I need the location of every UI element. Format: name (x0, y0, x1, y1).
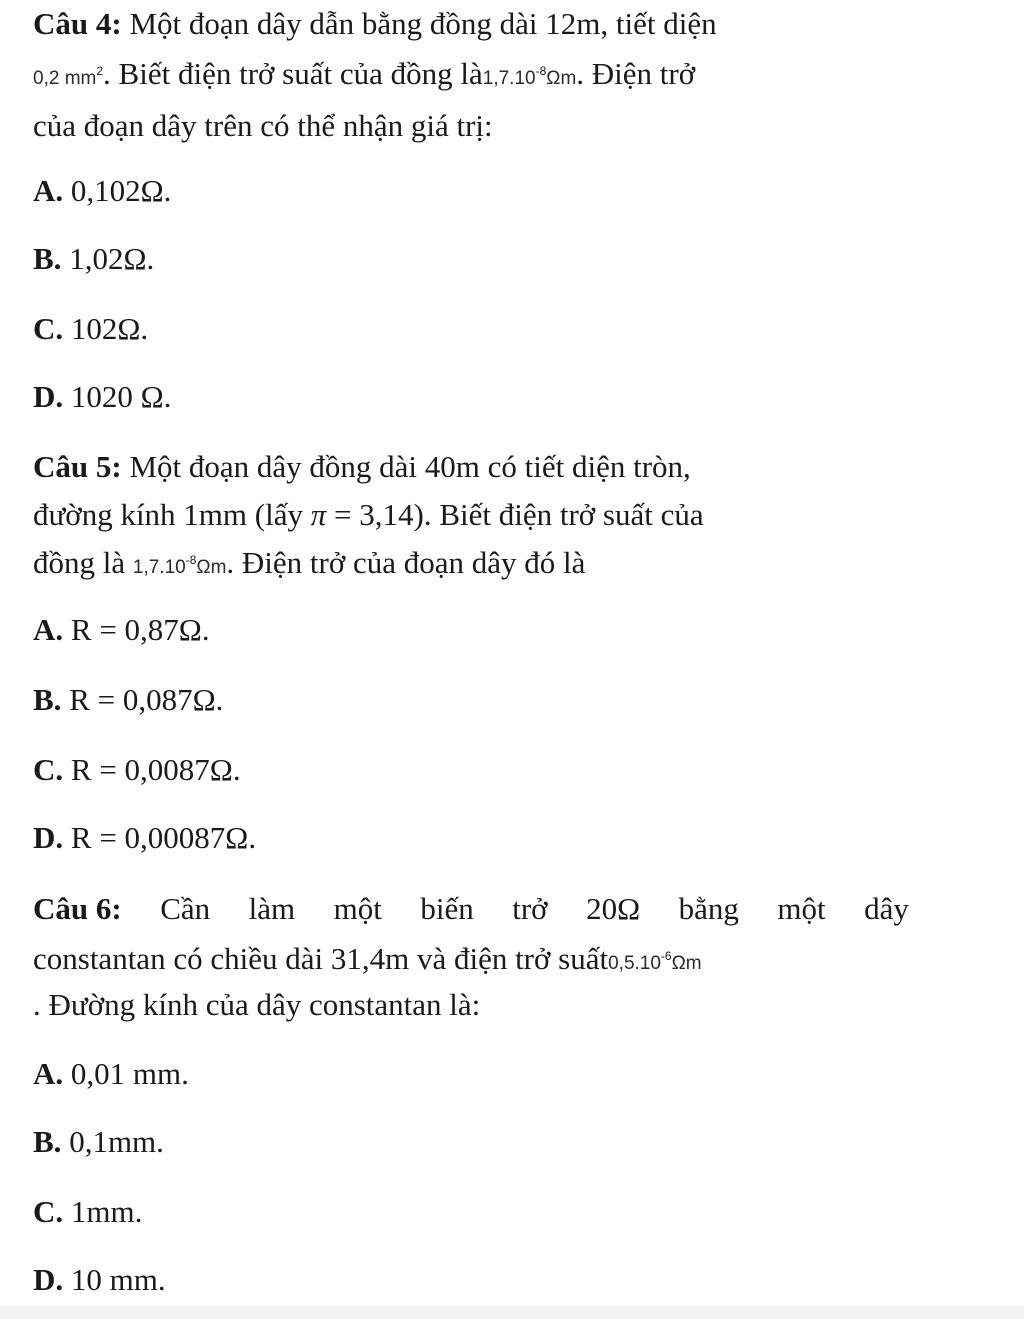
q4-rho-exp: -8 (535, 64, 547, 78)
option-letter: A. (33, 612, 64, 647)
q5-line-3 (33, 547, 585, 578)
q5-text-line-1: Một đoạn dây đồng dài 40m có tiết diện tròn, (129, 449, 691, 484)
q6-rho-exp: -6 (660, 949, 672, 963)
q4-rho-unit: Ωm (546, 68, 577, 89)
q6-option-d[interactable] (33, 1264, 166, 1295)
option-text: 1,02Ω. (69, 241, 155, 276)
q5-pi-symbol: π (310, 497, 327, 532)
q6-text-line-3: . Đường kính của dây constantan là: (33, 987, 481, 1022)
q6-word: Cần (160, 891, 211, 926)
q4-text-line-1: Một đoạn dây dẫn bằng đồng dài 12m, tiết diện (129, 6, 717, 41)
q5-rho-exp: -8 (185, 553, 197, 567)
q4-text-line-2-mid: . Biết điện trở suất của đồng là (103, 56, 483, 91)
q4-text-line-2-end: . Điện trở (576, 56, 696, 91)
option-letter: B. (33, 241, 62, 276)
q6-word: làm (248, 891, 296, 926)
option-text: 1mm. (70, 1194, 143, 1229)
q5-text-line-3-end: . Điện trở của đoạn dây đó là (226, 545, 586, 580)
q5-line-1 (33, 451, 909, 482)
q5-option-a[interactable] (33, 614, 210, 645)
option-text: 0,102Ω. (70, 173, 172, 208)
q5-label: Câu 5: (33, 449, 122, 484)
q5-pi-value: = 3,14 (334, 497, 414, 532)
q5-text-line-2-start: đường kính 1mm (lấy (33, 497, 303, 532)
option-text: R = 0,0087Ω. (70, 752, 241, 787)
q6-label: Câu 6: (33, 891, 122, 926)
q4-option-a[interactable] (33, 175, 171, 206)
option-text: R = 0,087Ω. (69, 682, 224, 717)
q6-option-a[interactable] (33, 1058, 189, 1089)
q6-option-b[interactable] (33, 1126, 164, 1157)
q4-rho-value: 1,7.10 (482, 68, 536, 89)
q6-text-line-2: constantan có chiều dài 31,4m và điện trở suất (33, 941, 609, 976)
q4-line-1 (33, 8, 909, 39)
option-letter: A. (33, 173, 64, 208)
option-letter: D. (33, 820, 64, 855)
q6-word: dây (864, 891, 909, 926)
q6-word: 20Ω (586, 891, 641, 926)
option-letter: C. (33, 1194, 64, 1229)
q6-line-3 (33, 989, 480, 1020)
q4-option-c[interactable] (33, 313, 148, 344)
q6-word: trở (512, 891, 548, 926)
option-text: 102Ω. (70, 311, 149, 346)
q6-option-c[interactable] (33, 1196, 142, 1227)
option-letter: B. (33, 1124, 62, 1159)
q4-area-exp: 2 (96, 64, 104, 78)
option-letter: C. (33, 311, 64, 346)
q5-rho-unit: Ωm (196, 557, 227, 578)
q6-word: một (777, 891, 826, 926)
option-text: R = 0,87Ω. (70, 612, 210, 647)
q4-option-b[interactable] (33, 243, 154, 274)
q4-line-3 (33, 110, 493, 141)
option-letter: D. (33, 1262, 64, 1297)
q6-word: bằng (678, 891, 739, 926)
q5-line-2 (33, 499, 909, 530)
q6-line-2 (33, 943, 933, 974)
option-letter: B. (33, 682, 62, 717)
q6-line-1 (33, 893, 909, 924)
q5-option-d[interactable] (33, 822, 256, 853)
q5-rho-value: 1,7.10 (132, 557, 186, 578)
option-letter: D. (33, 379, 64, 414)
q5-text-line-2-end: ). Biết điện trở suất của (413, 497, 704, 532)
q4-area-value: 0,2 mm (33, 68, 97, 89)
bottom-edge (0, 1306, 1024, 1319)
option-text: R = 0,00087Ω. (70, 820, 257, 855)
option-text: 1020 Ω. (70, 379, 172, 414)
q4-label: Câu 4: (33, 6, 122, 41)
option-text: 0,1mm. (69, 1124, 164, 1159)
option-letter: A. (33, 1056, 64, 1091)
q4-option-d[interactable] (33, 381, 171, 412)
q5-text-line-3-start: đồng là (33, 545, 126, 580)
option-text: 0,01 mm. (70, 1056, 189, 1091)
q4-line-2 (33, 58, 909, 89)
q6-word: biến (420, 891, 474, 926)
q5-option-b[interactable] (33, 684, 223, 715)
option-letter: C. (33, 752, 64, 787)
q6-word: một (333, 891, 382, 926)
option-text: 10 mm. (70, 1262, 166, 1297)
q5-option-c[interactable] (33, 754, 241, 785)
q6-rho-value: 0,5.10 (608, 953, 661, 974)
q4-text-line-3: của đoạn dây trên có thể nhận giá trị: (33, 108, 493, 143)
q6-rho-unit: Ωm (671, 953, 702, 974)
